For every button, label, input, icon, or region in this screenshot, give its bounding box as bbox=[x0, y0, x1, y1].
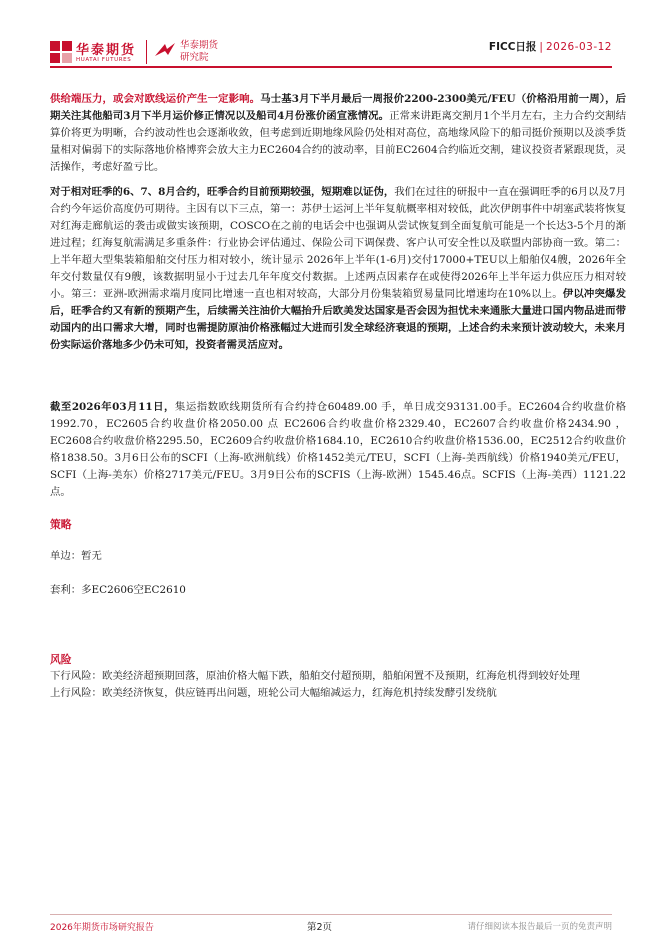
paragraph-supply-pressure bbox=[50, 91, 626, 176]
market-data-values: 集运指数欧线期货所有合约持仓60489.00 手，单日成交93131.00手。EC2604合约收盘价格1992.70，EC2605合约收盘价格2050.00 点 EC2606合约收盘价格2329.40，EC2607合约收盘价格2434.90 ，EC2608合约收盘价格2295.50，EC2609合约收盘价格1684.10，EC2610合约收盘价格1536.00，EC2512合约收盘价格1838.50。3月6日公布的SCFI（上海-欧洲航线）价格1452美元/TEU，SCFI（上海-美西航线）价格1940美元/FEU，SCFI（上海-美东）价格2717美元/FEU。3月9日公布的SCFIS（上海-欧洲）1545.46点。SCFIS（上海-美西）1121.22点。 bbox=[50, 401, 627, 498]
logo-divider bbox=[146, 40, 147, 64]
footer-rule bbox=[50, 914, 612, 915]
report-body bbox=[50, 91, 626, 702]
footer-report-series: 2026年期货市场研究报告 bbox=[50, 923, 154, 933]
risk-heading: 风险 bbox=[50, 653, 72, 666]
institute-logo-icon bbox=[154, 41, 176, 61]
strategy-heading: 策略 bbox=[50, 518, 72, 531]
header-rule bbox=[50, 66, 612, 68]
footer-disclaimer-note: 请仔细阅读本报告最后一页的免责声明 bbox=[467, 922, 612, 932]
peak-season-reasons: 我们在过往的研报中一直在强调旺季的6月以及7月合约今年运价高度仍可期待。主因有以下三点，第一：苏伊士运河上半年复航概率相对较低，此次伊朗事件中胡塞武装将恢复对红海走廊航运的袭击或做实该预期，COSCO在之前的电话会中也强调从尝试恢复到全面复航可能是一个长达3-5个月的渐进过程；红海复航需满足多重条件：行业协会评估通过、保险公司下调保费、客户认可安全性以及联盟内部协商一致。第二：上半年超大型集装箱船舶交付压力相对较小，统计显示 2026年上半年(1-6月)交付17000+TEU以上船舶仅4艘，2026年全年交付数量仅有9艘，该数据明显小于过去几年年度交付数据。上述两点因素存在或使得2026年上半年运力供应压力相对较小。第三：亚洲-欧洲需求端月度同比增速一直也相对较高，大部分月份集装箱贸易量同比增速均在10%以上。 bbox=[50, 186, 626, 300]
brand-name-en: HUATAI FUTURES bbox=[76, 57, 132, 63]
market-data-date: 截至2026年03月11日， bbox=[50, 401, 175, 413]
report-date: 2026-03-12 bbox=[545, 41, 612, 53]
paragraph-peak-season bbox=[50, 184, 626, 354]
strategy-arbitrage: 套利：多EC2606空EC2610 bbox=[50, 584, 186, 596]
institute-name-line1: 华泰期货 bbox=[180, 40, 219, 51]
strategy-unilateral: 单边：暂无 bbox=[50, 550, 102, 562]
paragraph-market-data bbox=[50, 399, 626, 501]
supply-pressure-lead: 供给端压力，或会对欧线运价产生一定影响。 bbox=[50, 93, 261, 105]
report-name: FICC日报 bbox=[488, 41, 537, 53]
brand-name-cn: 华泰期货 bbox=[76, 43, 137, 58]
peak-season-lead: 对于相对旺季的6、7、8月合约，旺季合约目前预期较强，短期难以证伪， bbox=[50, 186, 395, 198]
huatai-logo-icon bbox=[50, 41, 72, 63]
institute-name-line2: 研究院 bbox=[180, 52, 209, 63]
risk-upside: 上行风险：欧美经济恢复，供应链再出问题，班轮公司大幅缩减运力，红海危机持续发酵引发绕航 bbox=[50, 687, 497, 699]
risk-downside: 下行风险：欧美经济超预期回落，原油价格大幅下跌，船舶交付超预期，船舶闲置不及预期，红海危机得到较好处理 bbox=[50, 670, 580, 682]
peak-season-outlook: 伊以冲突爆发后，旺季合约又有新的预期产生，后续需关注油价大幅抬升后欧美发达国家是否会因为担忧未来通胀大量进口国内物品进而带动国内的出口需求大增，同时也需提防原油价格涨幅过大进而引发全球经济衰退的预期，上述合约未来预计波动较大，未来月份实际运价落地多少仍未可知，投资者需灵活应对。 bbox=[50, 288, 626, 351]
report-title bbox=[489, 39, 612, 54]
maersk-quote-bold: 马士基3月下半月最后一周报价2200-2300美元/FEU（价格沿用前一周），后期关注其他船司3月下半月运价修正情况以及船司4月份涨价函宣涨情况。 bbox=[50, 93, 626, 122]
title-separator: | bbox=[539, 41, 543, 53]
footer-page-number: 第2页 bbox=[307, 922, 333, 933]
page-header bbox=[0, 0, 662, 66]
delivery-month-analysis: 正常来讲距离交割月1个半月左右，主力合约交割结算价将更为明晰，合约波动性也会逐渐收敛，但考虑到近期地缘风险仍处相对高位，高地缘风险下的船司挺价预期以及淡季货量相对偏弱下的实际落地价格博弈会放大主力EC2604合约的波动率，目前EC2604合约临近交割，建议投资者紧跟现货，灵活操作，考虑好盈亏比。 bbox=[50, 110, 626, 173]
institute-name bbox=[180, 40, 218, 64]
